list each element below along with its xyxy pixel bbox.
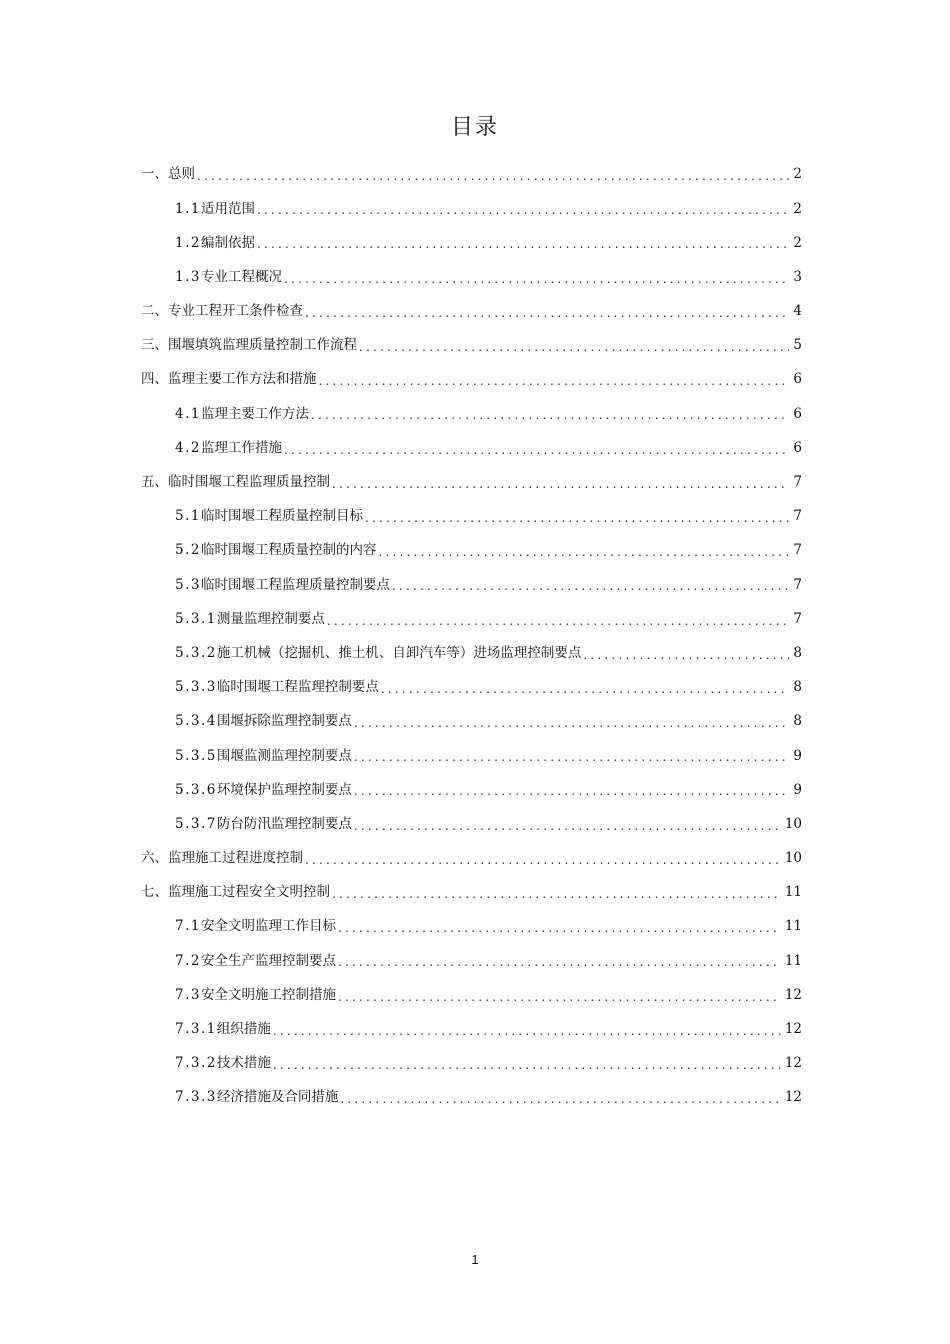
toc-entry-number: 4.2 xyxy=(175,439,201,456)
dot-leader xyxy=(583,649,789,661)
toc-entry-title: 专业工程概况 xyxy=(200,268,282,285)
dot-leader xyxy=(359,341,789,353)
toc-entry-page: 6 xyxy=(793,371,802,388)
dot-leader xyxy=(378,546,789,558)
dot-leader xyxy=(327,615,790,627)
table-of-contents xyxy=(0,158,950,1115)
toc-entry-page: 5 xyxy=(793,337,802,354)
toc-entry[interactable] xyxy=(0,773,950,807)
toc-entry-title: 七、监理施工过程安全文明控制 xyxy=(141,884,330,901)
toc-entry-title: 五、临时围堰工程监理质量控制 xyxy=(141,474,330,491)
toc-entry-page: 12 xyxy=(784,1055,802,1072)
toc-entry-number: 7.3.1 xyxy=(175,1021,217,1038)
dot-leader xyxy=(319,375,790,387)
dot-leader xyxy=(284,444,789,456)
dot-leader xyxy=(257,238,789,250)
toc-entry-page: 6 xyxy=(793,405,802,422)
toc-entry-title: 技术措施 xyxy=(216,1055,271,1072)
toc-entry[interactable] xyxy=(0,500,950,534)
toc-entry-title: 四、监理主要工作方法和措施 xyxy=(141,371,317,388)
toc-entry-number: 7.3.2 xyxy=(175,1055,217,1072)
toc-entry-page: 12 xyxy=(784,986,802,1003)
page-title: 目录 xyxy=(450,115,499,140)
toc-entry-title: 围堰拆除监理控制要点 xyxy=(216,713,352,730)
dot-leader xyxy=(354,820,781,832)
toc-entry-number: 7.1 xyxy=(175,918,201,935)
toc-entry-page: 8 xyxy=(793,644,802,661)
toc-entry-page: 10 xyxy=(784,850,802,867)
toc-entry-page: 11 xyxy=(784,918,802,935)
toc-entry-number: 5.1 xyxy=(175,508,201,525)
toc-entry-title: 临时围堰工程监理质量控制要点 xyxy=(200,576,390,593)
toc-entry[interactable] xyxy=(0,1013,950,1047)
dot-leader xyxy=(332,478,789,490)
toc-entry[interactable] xyxy=(0,876,950,910)
toc-entry-page: 4 xyxy=(793,303,802,320)
toc-entry[interactable] xyxy=(0,158,950,192)
toc-entry-page: 12 xyxy=(784,1089,802,1106)
dot-leader xyxy=(273,1059,781,1071)
toc-entry-page: 9 xyxy=(793,747,802,764)
toc-entry-number: 5.3.2 xyxy=(175,644,217,661)
toc-entry-title: 安全文明施工控制措施 xyxy=(200,986,336,1003)
toc-entry-title: 二、专业工程开工条件检查 xyxy=(141,303,303,320)
dot-leader xyxy=(354,751,790,763)
toc-entry-number: 1.3 xyxy=(175,268,201,285)
toc-entry-page: 7 xyxy=(793,508,802,525)
toc-entry-page: 2 xyxy=(793,166,802,183)
toc-entry-title: 施工机械（挖掘机、推土机、自卸汽车等）进场监理控制要点 xyxy=(216,644,582,661)
dot-leader xyxy=(311,409,789,421)
dot-leader xyxy=(305,854,781,866)
dot-leader xyxy=(197,170,789,182)
toc-entry[interactable] xyxy=(0,705,950,739)
toc-entry-number: 5.3.1 xyxy=(175,610,217,627)
toc-entry-number: 7.2 xyxy=(175,952,201,969)
toc-entry-page: 7 xyxy=(793,576,802,593)
toc-entry-title: 六、监理施工过程进度控制 xyxy=(141,850,303,867)
toc-entry-number: 5.3.3 xyxy=(175,679,217,696)
toc-entry-page: 2 xyxy=(793,200,802,217)
toc-entry-title: 临时围堰工程质量控制目标 xyxy=(200,508,363,525)
toc-entry-title: 经济措施及合同措施 xyxy=(216,1089,339,1106)
toc-entry[interactable] xyxy=(0,944,950,978)
toc-entry[interactable] xyxy=(0,808,950,842)
toc-entry-page: 7 xyxy=(793,610,802,627)
dot-leader xyxy=(381,683,790,695)
toc-entry-page: 7 xyxy=(793,474,802,491)
toc-entry[interactable] xyxy=(0,397,950,431)
dot-leader xyxy=(354,785,790,797)
toc-entry-number: 1.2 xyxy=(175,234,201,251)
toc-entry-title: 临时围堰工程质量控制的内容 xyxy=(200,542,377,559)
toc-entry[interactable] xyxy=(0,192,950,226)
dot-leader xyxy=(365,512,789,524)
dot-leader xyxy=(284,273,789,285)
toc-entry-page: 8 xyxy=(793,679,802,696)
toc-entry-title: 安全文明监理工作目标 xyxy=(200,918,336,935)
toc-entry[interactable] xyxy=(0,261,950,295)
toc-entry-page: 10 xyxy=(784,815,802,832)
toc-entry-page: 8 xyxy=(793,713,802,730)
toc-entry-title: 适用范围 xyxy=(200,200,255,217)
toc-entry[interactable] xyxy=(0,568,950,602)
toc-entry-title: 测量监理控制要点 xyxy=(216,610,325,627)
toc-entry-title: 防台防汛监理控制要点 xyxy=(216,815,352,832)
dot-leader xyxy=(332,888,781,900)
toc-entry[interactable] xyxy=(0,466,950,500)
toc-entry-title: 监理主要工作方法 xyxy=(200,405,309,422)
toc-entry[interactable] xyxy=(0,1047,950,1081)
toc-entry-title: 安全生产监理控制要点 xyxy=(200,952,336,969)
dot-leader xyxy=(257,204,789,216)
toc-entry-title: 围堰监测监理控制要点 xyxy=(216,747,352,764)
dot-leader xyxy=(305,307,789,319)
toc-entry-number: 7.3 xyxy=(175,986,201,1003)
toc-entry-number: 1.1 xyxy=(175,200,201,217)
toc-entry[interactable] xyxy=(0,739,950,773)
toc-entry-number: 5.3.4 xyxy=(175,713,217,730)
toc-entry[interactable] xyxy=(0,979,950,1013)
toc-entry-number: 5.3.6 xyxy=(175,781,217,798)
toc-entry-title: 一、总则 xyxy=(141,166,195,183)
toc-entry-title: 监理工作措施 xyxy=(200,439,282,456)
toc-entry[interactable] xyxy=(0,329,950,363)
toc-entry-page: 2 xyxy=(793,234,802,251)
toc-entry[interactable] xyxy=(0,534,950,568)
toc-entry-title: 组织措施 xyxy=(216,1021,271,1038)
toc-entry[interactable] xyxy=(0,1081,950,1115)
page-number: 1 xyxy=(471,1252,479,1267)
toc-entry-number: 5.3.5 xyxy=(175,747,217,764)
toc-entry-page: 11 xyxy=(784,884,802,901)
dot-leader xyxy=(392,580,789,592)
toc-entry[interactable] xyxy=(0,637,950,671)
toc-entry-number: 5.3 xyxy=(175,576,201,593)
toc-entry[interactable] xyxy=(0,602,950,636)
toc-entry-title: 环境保护监理控制要点 xyxy=(216,781,352,798)
dot-leader xyxy=(338,922,781,934)
dot-leader xyxy=(273,1025,781,1037)
toc-entry-page: 12 xyxy=(784,1021,802,1038)
toc-entry-title: 三、围堰填筑监理质量控制工作流程 xyxy=(141,337,357,354)
dot-leader xyxy=(354,717,790,729)
toc-entry-number: 5.3.7 xyxy=(175,815,217,832)
toc-entry-page: 9 xyxy=(793,781,802,798)
toc-entry[interactable] xyxy=(0,432,950,466)
toc-entry[interactable] xyxy=(0,363,950,397)
toc-entry[interactable] xyxy=(0,295,950,329)
toc-entry[interactable] xyxy=(0,842,950,876)
toc-entry-title: 编制依据 xyxy=(200,234,255,251)
dot-leader xyxy=(338,956,781,968)
toc-entry-number: 5.2 xyxy=(175,542,201,559)
toc-entry-number: 4.1 xyxy=(175,405,201,422)
toc-entry-number: 7.3.3 xyxy=(175,1089,217,1106)
toc-entry-page: 11 xyxy=(784,952,802,969)
toc-entry[interactable] xyxy=(0,910,950,944)
toc-entry-page: 6 xyxy=(793,439,802,456)
toc-entry-page: 7 xyxy=(793,542,802,559)
dot-leader xyxy=(340,1093,780,1105)
toc-entry-page: 3 xyxy=(793,268,802,285)
toc-entry-title: 临时围堰工程监理控制要点 xyxy=(216,679,379,696)
toc-entry[interactable] xyxy=(0,671,950,705)
toc-entry[interactable] xyxy=(0,226,950,260)
dot-leader xyxy=(338,991,781,1003)
